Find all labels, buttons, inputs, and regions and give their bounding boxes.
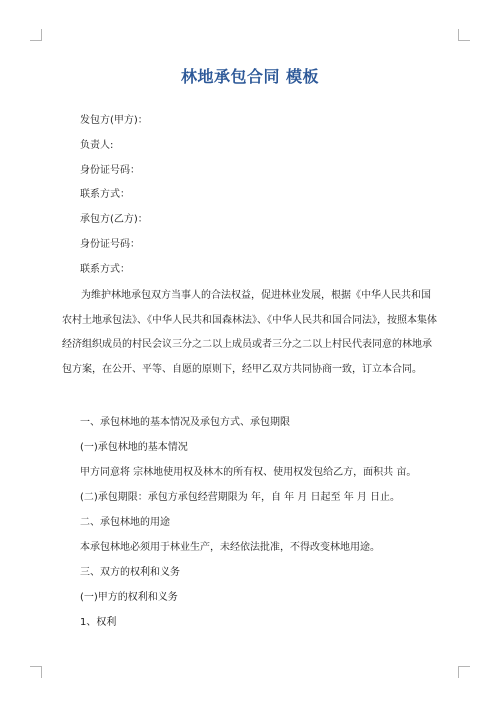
id-number-label-a: 身份证号码： [80,165,140,176]
crop-mark-top-left [30,29,42,41]
crop-mark-top-right [458,29,470,41]
section-1-subheading-2: (二)承包期限：承包方承包经营期限为 年，自 年 月 日起至 年 月 日止。 [80,492,401,503]
party-b-label: 承包方(乙方)： [80,214,148,225]
party-a-label: 发包方(甲方)： [80,115,148,126]
id-number-label-b: 身份证号码： [80,239,140,250]
section-3-subheading-1: (一)甲方的权利和义务 [80,592,178,603]
document-title: 林地承包合同 模板 [180,67,320,86]
section-3-item-1: 1、权利 [80,617,117,628]
section-3-heading: 三、双方的权利和义务 [80,567,180,578]
contact-label-a: 联系方式： [80,189,130,200]
section-1-heading: 一、承包林地的基本情况及承包方式、承包期限 [80,417,290,428]
section-1-subheading-1: (一)承包林地的基本情况 [80,442,188,453]
crop-mark-bottom-left [30,666,42,678]
preamble-paragraph: 为维护林地承包双方当事人的合法权益，促进林业发展，根据《中华人民共和国农村土地承包法》、《中华人民共和国森林法》、《中华人民共和国合同法》，按照本集体经济组织成员的村民会议三分之二以上成员或者三分之二以上村民代表同意的林地承包方案，在公开、平等、自愿的原则下，经甲乙双方共同协商一致，订立本合同。 [62,290,437,375]
section-2-text: 本承包林地必须用于林业生产，未经依法批准，不得改变林地用途。 [80,542,380,553]
section-1-text-1: 甲方同意将 宗林地使用权及林木的所有权、使用权发包给乙方，面积共 亩。 [80,467,417,478]
section-2-heading: 二、承包林地的用途 [80,517,170,528]
crop-mark-bottom-right [458,666,470,678]
responsible-label: 负责人: [80,140,114,151]
contact-label-b: 联系方式： [80,264,130,275]
